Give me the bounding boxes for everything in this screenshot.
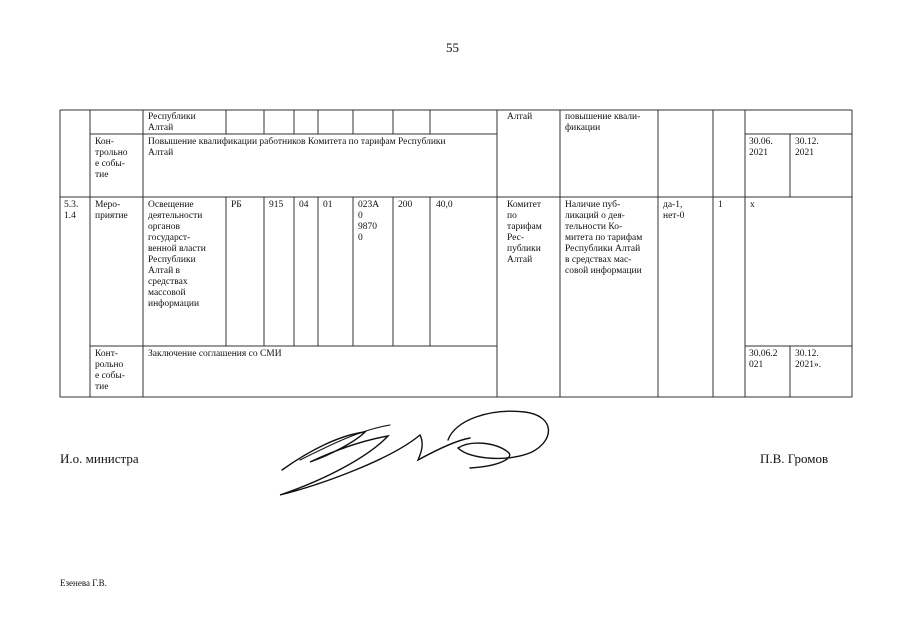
row1-indicator: повышение квали- фикации — [565, 112, 641, 133]
row4-date-start: 30.06.2 021 — [749, 349, 778, 370]
row4-type: Конт- рольно е собы- тие — [95, 349, 125, 392]
row4-date-end: 30.12. 2021». — [795, 349, 822, 370]
row4-name: Заключение соглашения со СМИ — [148, 349, 282, 359]
row3-unit: да-1, нет-0 — [663, 200, 685, 221]
row1-responsible: Республики Алтай — [148, 112, 196, 133]
row3-value: 1 — [718, 200, 723, 210]
row2-name: Повышение квалификации работников Комитета по тарифам Республики Алтай — [148, 137, 446, 158]
executor-name: Езенева Г.В. — [60, 578, 107, 588]
row3-vr: 200 — [398, 200, 413, 210]
row3-csr: 023А 0 9870 0 — [358, 200, 380, 243]
row3-name: Освещение деятельности органов государст- венной власти Республики Алтай в средствах массовой информации — [148, 200, 206, 309]
row3-budget: РБ — [231, 200, 242, 210]
row1-executor: Алтай — [507, 112, 533, 122]
row3-indicator: Наличие пуб- ликаций о дея- тельности Ко- митета по тарифам Республики Алтай в средствах мас- совой информации — [565, 200, 643, 276]
signatory-name: П.В. Громов — [760, 451, 829, 466]
row2-type: Кон- трольно е собы- тие — [95, 137, 128, 180]
row3-executor: Комитет по тарифам Рес- публики Алтай — [507, 200, 542, 265]
row2-date-start: 30.06. 2021 — [749, 137, 773, 158]
handwritten-signature — [270, 400, 550, 500]
signatory-position: И.о. министра — [60, 451, 139, 466]
row3-pr: 01 — [323, 200, 333, 210]
row3-date: х — [750, 200, 755, 210]
row3-amount: 40,0 — [436, 200, 453, 210]
row2-date-end: 30.12. 2021 — [795, 137, 819, 158]
row3-grbs: 915 — [269, 200, 284, 210]
row3-type: Меро- приятие — [95, 200, 128, 221]
row3-number: 5.3. 1.4 — [64, 200, 79, 221]
page-number: 55 — [446, 40, 459, 55]
row3-rz: 04 — [299, 200, 309, 210]
